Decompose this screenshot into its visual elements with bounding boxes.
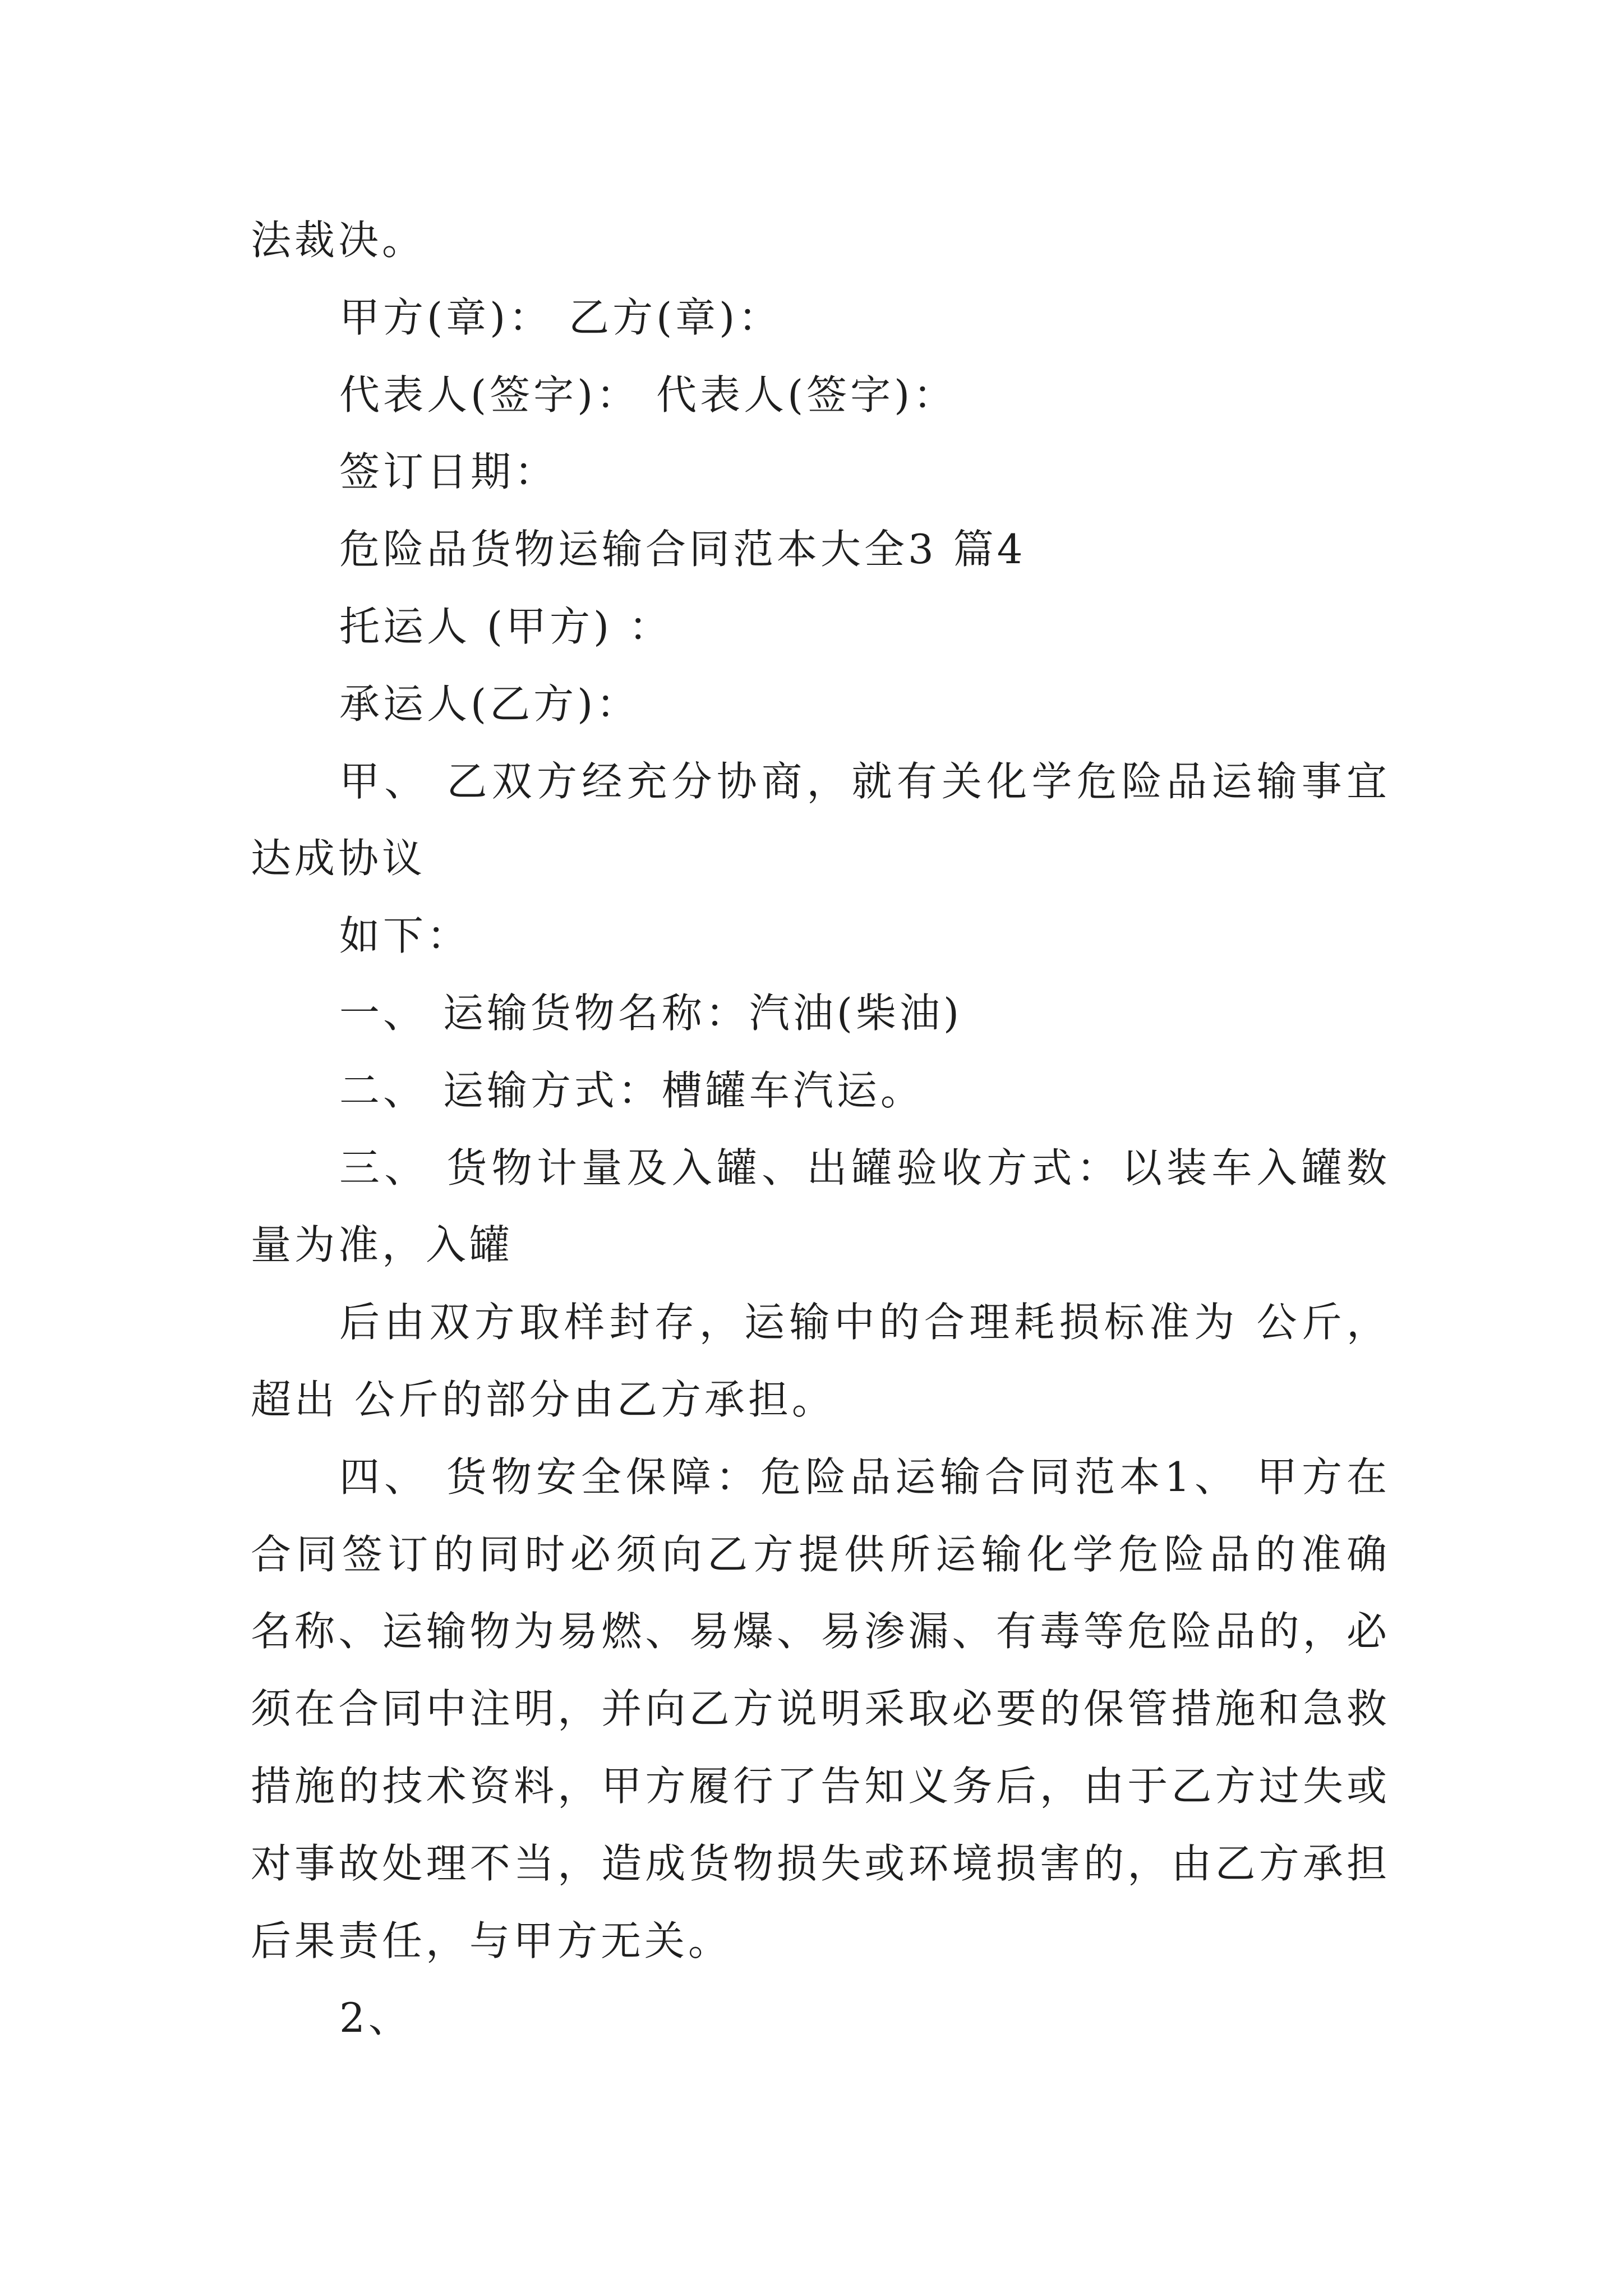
text-line: 签订日期： [339,448,559,496]
loss-standard-paragraph [251,1284,1390,1439]
previous-clause-ending [251,202,1390,279]
transport-method-clause [251,1052,1390,1130]
section-heading [251,511,1390,588]
cargo-safety-clause [251,1439,1390,1980]
seal-signature-line [251,279,1390,357]
text-line: 法裁决。 [251,217,426,264]
text-line: 措施的技术资料，甲方履行了告知义务后，由于乙方过失或 [251,1762,1390,1810]
text-line: 四、 货物安全保障：危险品运输合同范本1、 甲方在 [339,1453,1390,1501]
text-line: 名称、运输物为易燃、易爆、易渗漏、有毒等危险品的，必 [251,1608,1390,1655]
representative-signature-line [251,357,1390,434]
text-line: 甲、 乙双方经充分协商，就有关化学危险品运输事宜 [339,757,1390,805]
next-item-number [251,1980,1390,2057]
text-line: 托运人 (甲方) ： [339,602,672,650]
text-line: 2、 [339,1994,412,2042]
text-line: 后果责任，与甲方无关。 [251,1917,732,1964]
text-line: 二、 运输方式：槽罐车汽运。 [339,1066,924,1114]
signing-date-line [251,434,1390,511]
text-line: 如下： [339,912,471,960]
text-line: 一、 运输货物名称：汽油(柴油) [339,989,963,1037]
agreement-intro-paragraph [251,743,1390,898]
agreement-intro-continuation [251,898,1390,975]
measurement-acceptance-clause [251,1130,1390,1285]
text-line: 合同签订的同时必须向乙方提供所运输化学危险品的准确 [251,1530,1390,1578]
text-line: 超出 公斤的部分由乙方承担。 [251,1375,836,1423]
text-line: 代表人(签字)： 代表人(签字)： [339,371,957,418]
text-line: 三、 货物计量及入罐、出罐验收方式：以装车入罐数 [339,1144,1390,1191]
carrier-line [251,666,1390,743]
text-line: 达成协议 [251,835,426,882]
text-line: 危险品货物运输合同范本大全3 篇4 [339,526,1026,573]
text-line: 甲方(章)： 乙方(章)： [339,293,782,341]
text-line: 承运人(乙方)： [339,680,640,728]
document-body [251,202,1390,2057]
text-line: 须在合同中注明，并向乙方说明采取必要的保管措施和急救 [251,1685,1390,1733]
text-line: 对事故处理不当，造成货物损失或环境损害的，由乙方承担 [251,1839,1390,1887]
text-line: 后由双方取样封存，运输中的合理耗损标准为 公斤， [339,1299,1390,1346]
cargo-name-clause [251,975,1390,1052]
consignor-line [251,588,1390,666]
text-line: 量为准，入罐 [251,1221,514,1269]
